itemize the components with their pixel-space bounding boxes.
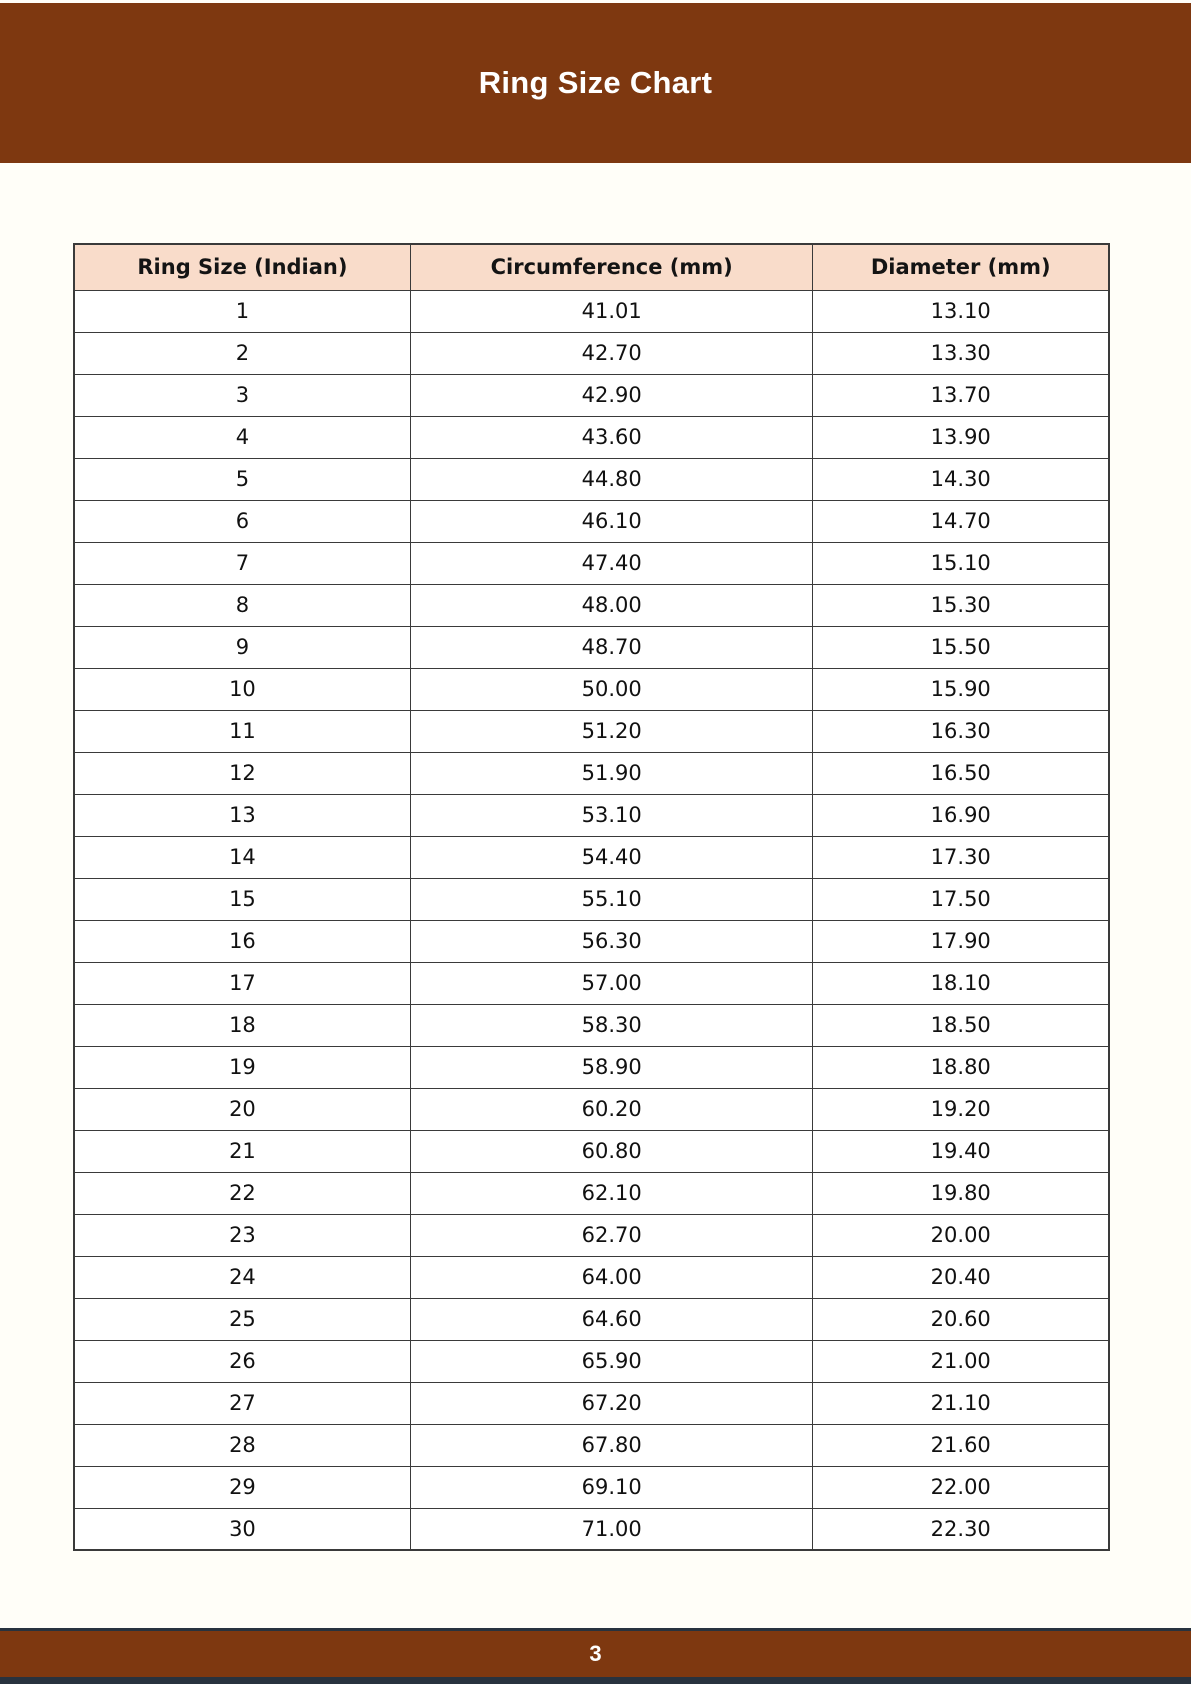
table-cell: 22.00 [813, 1466, 1109, 1508]
table-row [74, 458, 1109, 500]
page-footer [0, 1628, 1191, 1684]
table-cell: 67.80 [410, 1424, 813, 1466]
table-cell: 18.10 [813, 962, 1109, 1004]
table-cell: 24 [74, 1256, 410, 1298]
table-cell: 43.60 [410, 416, 813, 458]
table-cell: 53.10 [410, 794, 813, 836]
table-cell: 13.30 [813, 332, 1109, 374]
table-header-row [74, 244, 1109, 290]
table-cell: 25 [74, 1298, 410, 1340]
table-cell: 30 [74, 1508, 410, 1550]
table-row [74, 878, 1109, 920]
table-cell: 58.90 [410, 1046, 813, 1088]
table-cell: 13.70 [813, 374, 1109, 416]
table-cell: 13.90 [813, 416, 1109, 458]
table-cell: 20.40 [813, 1256, 1109, 1298]
table-cell: 10 [74, 668, 410, 710]
page-number: 3 [589, 1641, 602, 1666]
table-row [74, 794, 1109, 836]
table-row [74, 1214, 1109, 1256]
table-cell: 56.30 [410, 920, 813, 962]
table-cell: 48.70 [410, 626, 813, 668]
table-row [74, 1382, 1109, 1424]
table-cell: 18 [74, 1004, 410, 1046]
table-row [74, 332, 1109, 374]
table-cell: 55.10 [410, 878, 813, 920]
table-cell: 60.20 [410, 1088, 813, 1130]
table-cell: 16 [74, 920, 410, 962]
table-cell: 4 [74, 416, 410, 458]
table-cell: 29 [74, 1466, 410, 1508]
table-cell: 19.40 [813, 1130, 1109, 1172]
table-cell: 20 [74, 1088, 410, 1130]
table-row [74, 920, 1109, 962]
table-cell: 14.70 [813, 500, 1109, 542]
table-row [74, 374, 1109, 416]
table-row [74, 1046, 1109, 1088]
table-row [74, 1130, 1109, 1172]
table-cell: 41.01 [410, 290, 813, 332]
table-cell: 15.30 [813, 584, 1109, 626]
table-cell: 19 [74, 1046, 410, 1088]
table-cell: 22 [74, 1172, 410, 1214]
table-row [74, 962, 1109, 1004]
table-cell: 17 [74, 962, 410, 1004]
table-row [74, 1508, 1109, 1550]
table-cell: 6 [74, 500, 410, 542]
table-cell: 58.30 [410, 1004, 813, 1046]
table-cell: 21.60 [813, 1424, 1109, 1466]
table-row [74, 1424, 1109, 1466]
table-row [74, 710, 1109, 752]
table-cell: 8 [74, 584, 410, 626]
table-row [74, 1340, 1109, 1382]
table-cell: 51.90 [410, 752, 813, 794]
table-row [74, 1088, 1109, 1130]
table-cell: 17.50 [813, 878, 1109, 920]
column-header-ring-size: Ring Size (Indian) [74, 244, 410, 290]
table-row [74, 1256, 1109, 1298]
table-cell: 18.50 [813, 1004, 1109, 1046]
table-cell: 60.80 [410, 1130, 813, 1172]
table-row [74, 542, 1109, 584]
table-row [74, 500, 1109, 542]
table-cell: 42.90 [410, 374, 813, 416]
footer-band [0, 1631, 1191, 1677]
table-cell: 47.40 [410, 542, 813, 584]
table-cell: 50.00 [410, 668, 813, 710]
table-cell: 22.30 [813, 1508, 1109, 1550]
table-cell: 28 [74, 1424, 410, 1466]
table-cell: 16.90 [813, 794, 1109, 836]
table-cell: 15.50 [813, 626, 1109, 668]
table-row [74, 290, 1109, 332]
table-cell: 69.10 [410, 1466, 813, 1508]
table-cell: 21 [74, 1130, 410, 1172]
table-cell: 67.20 [410, 1382, 813, 1424]
table-cell: 64.60 [410, 1298, 813, 1340]
table-cell: 21.00 [813, 1340, 1109, 1382]
page-header-banner [0, 3, 1191, 163]
table-cell: 14.30 [813, 458, 1109, 500]
table-row [74, 416, 1109, 458]
column-header-diameter: Diameter (mm) [813, 244, 1109, 290]
table-cell: 65.90 [410, 1340, 813, 1382]
table-row [74, 1004, 1109, 1046]
table-row [74, 752, 1109, 794]
table-cell: 44.80 [410, 458, 813, 500]
table-row [74, 1466, 1109, 1508]
table-cell: 15.10 [813, 542, 1109, 584]
table-row [74, 1172, 1109, 1214]
table-cell: 7 [74, 542, 410, 584]
table-row [74, 584, 1109, 626]
table-row [74, 836, 1109, 878]
table-cell: 17.90 [813, 920, 1109, 962]
table-cell: 5 [74, 458, 410, 500]
table-row [74, 1298, 1109, 1340]
table-cell: 16.50 [813, 752, 1109, 794]
table-cell: 54.40 [410, 836, 813, 878]
table-cell: 13.10 [813, 290, 1109, 332]
table-cell: 57.00 [410, 962, 813, 1004]
table-cell: 20.00 [813, 1214, 1109, 1256]
table-cell: 11 [74, 710, 410, 752]
table-cell: 18.80 [813, 1046, 1109, 1088]
table-cell: 9 [74, 626, 410, 668]
footer-bottom-strip [0, 1677, 1191, 1684]
table-cell: 71.00 [410, 1508, 813, 1550]
table-cell: 2 [74, 332, 410, 374]
table-cell: 48.00 [410, 584, 813, 626]
table-cell: 14 [74, 836, 410, 878]
table-cell: 15.90 [813, 668, 1109, 710]
table-cell: 62.10 [410, 1172, 813, 1214]
table-cell: 42.70 [410, 332, 813, 374]
table-cell: 26 [74, 1340, 410, 1382]
table-cell: 13 [74, 794, 410, 836]
table-row [74, 668, 1109, 710]
table-cell: 51.20 [410, 710, 813, 752]
table-cell: 15 [74, 878, 410, 920]
ring-size-table [73, 243, 1110, 1551]
column-header-circumference: Circumference (mm) [410, 244, 813, 290]
table-cell: 3 [74, 374, 410, 416]
table-cell: 19.80 [813, 1172, 1109, 1214]
table-cell: 21.10 [813, 1382, 1109, 1424]
table-cell: 16.30 [813, 710, 1109, 752]
table-cell: 1 [74, 290, 410, 332]
page-title: Ring Size Chart [478, 65, 713, 100]
table-cell: 46.10 [410, 500, 813, 542]
table-cell: 62.70 [410, 1214, 813, 1256]
table-row [74, 626, 1109, 668]
table-cell: 19.20 [813, 1088, 1109, 1130]
table-cell: 17.30 [813, 836, 1109, 878]
table-cell: 27 [74, 1382, 410, 1424]
table-cell: 20.60 [813, 1298, 1109, 1340]
table-cell: 64.00 [410, 1256, 813, 1298]
table-cell: 12 [74, 752, 410, 794]
table-cell: 23 [74, 1214, 410, 1256]
